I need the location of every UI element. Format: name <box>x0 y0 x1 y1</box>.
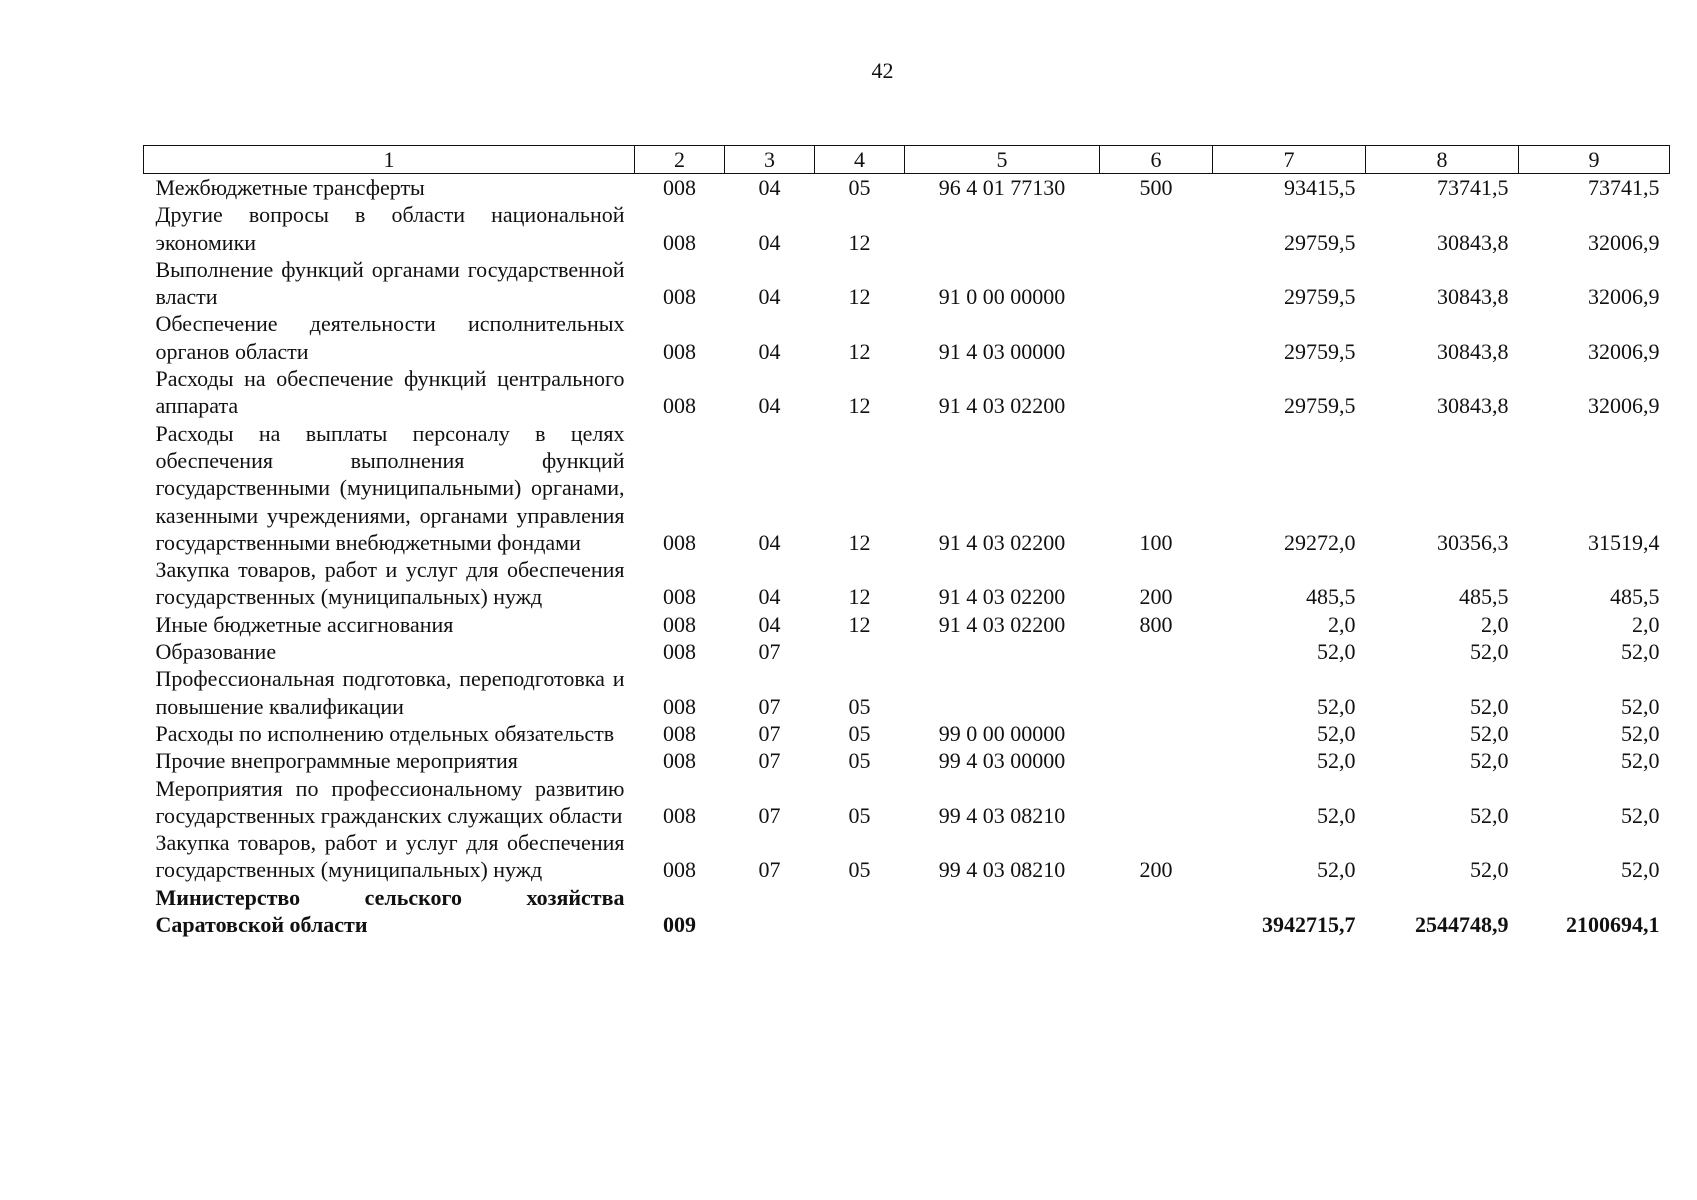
row-amount-year-1: 52,0 <box>1317 720 1356 746</box>
table-row <box>144 365 1670 420</box>
col-header-9: 9 <box>1519 146 1670 174</box>
table-row <box>144 665 1670 720</box>
row-subsection-code: 05 <box>848 802 871 828</box>
row-description <box>144 201 635 256</box>
row-target-article: 99 4 03 08210 <box>938 802 1066 828</box>
row-amount-year-3: 32006,9 <box>1588 284 1660 310</box>
row-ministry-code: 008 <box>663 693 696 719</box>
table-row <box>144 174 1670 202</box>
row-section-code: 04 <box>758 284 781 310</box>
row-expense-type <box>1100 720 1213 747</box>
col-header-2: 2 <box>635 146 725 174</box>
row-description <box>144 556 635 611</box>
row-expense-type: 800 <box>1139 611 1173 637</box>
row-amount-year-1: 29272,0 <box>1284 529 1356 555</box>
row-description <box>144 665 635 720</box>
header-row <box>144 146 1670 174</box>
budget-table-container <box>143 145 1669 938</box>
row-amount-year-2: 30843,8 <box>1437 393 1509 419</box>
row-description-text: Расходы на выплаты персоналу в целях обеспечения выполнения функций государственными (муниципальными) органами, казенными учреждениями, органами управления государственными внебюджетными фондами <box>155 420 625 555</box>
row-description <box>144 256 635 311</box>
row-amount-year-3: 52,0 <box>1621 693 1660 719</box>
row-description-text: Иные бюджетные ассигнования <box>155 611 454 637</box>
row-expense-type <box>1100 256 1213 311</box>
row-description <box>144 310 635 365</box>
row-amount-year-2: 52,0 <box>1470 857 1509 883</box>
row-amount-year-2: 30843,8 <box>1437 284 1509 310</box>
row-amount-year-1: 52,0 <box>1317 802 1356 828</box>
row-expense-type <box>1100 747 1213 774</box>
row-description <box>144 829 635 884</box>
row-amount-year-1: 52,0 <box>1317 857 1356 883</box>
row-expense-type: 200 <box>1139 584 1173 610</box>
row-description <box>144 884 635 939</box>
row-ministry-code: 008 <box>663 639 696 665</box>
col-header-1: 1 <box>144 146 635 174</box>
row-subsection-code <box>815 884 905 939</box>
row-description-text: Министерство сельского хозяйства Саратовской области <box>155 884 625 938</box>
row-amount-year-3: 32006,9 <box>1588 393 1660 419</box>
row-amount-year-2: 2,0 <box>1481 611 1509 637</box>
row-section-code: 04 <box>758 611 781 637</box>
row-subsection-code: 05 <box>848 748 871 774</box>
page-number: 42 <box>871 58 894 83</box>
row-section-code: 04 <box>758 393 781 419</box>
row-description <box>144 775 635 830</box>
row-section-code: 04 <box>758 529 781 555</box>
row-ministry-code: 008 <box>663 802 696 828</box>
row-expense-type: 200 <box>1139 857 1173 883</box>
row-amount-year-3: 32006,9 <box>1588 229 1660 255</box>
table-row <box>144 720 1670 747</box>
row-section-code: 04 <box>758 229 781 255</box>
row-amount-year-1: 485,5 <box>1306 584 1356 610</box>
row-ministry-code: 009 <box>663 912 696 938</box>
row-subsection-code: 05 <box>848 175 871 200</box>
row-description <box>144 638 635 665</box>
row-description-text: Другие вопросы в области национальной экономики <box>155 202 625 255</box>
row-amount-year-2: 485,5 <box>1459 584 1509 610</box>
row-description-text: Мероприятия по профессиональному развитию государственных гражданских служащих области <box>155 775 625 828</box>
row-ministry-code: 008 <box>663 720 696 746</box>
row-target-article: 91 4 03 02200 <box>938 529 1066 555</box>
col-header-7: 7 <box>1213 146 1366 174</box>
row-amount-year-1: 52,0 <box>1317 639 1356 665</box>
row-amount-year-1: 29759,5 <box>1284 284 1356 310</box>
table-row <box>144 310 1670 365</box>
row-subsection-code: 12 <box>848 611 871 637</box>
row-amount-year-3: 52,0 <box>1621 748 1660 774</box>
row-description <box>144 365 635 420</box>
row-expense-type <box>1100 365 1213 420</box>
row-expense-type <box>1100 665 1213 720</box>
row-target-article: 99 4 03 00000 <box>938 748 1066 774</box>
row-amount-year-1: 29759,5 <box>1284 338 1356 364</box>
row-target-article: 91 0 00 00000 <box>938 284 1066 310</box>
row-description-text: Образование <box>155 639 277 665</box>
row-subsection-code: 12 <box>848 229 871 255</box>
row-amount-year-1: 29759,5 <box>1284 229 1356 255</box>
row-amount-year-2: 52,0 <box>1470 748 1509 774</box>
row-target-article: 91 4 03 02200 <box>938 393 1066 419</box>
row-section-code: 07 <box>758 720 781 746</box>
row-ministry-code: 008 <box>663 229 696 255</box>
row-expense-type <box>1100 884 1213 939</box>
row-section-code: 04 <box>758 338 781 364</box>
row-amount-year-3: 52,0 <box>1621 857 1660 883</box>
row-target-article <box>905 201 1100 256</box>
col-header-3: 3 <box>725 146 815 174</box>
row-section-code: 07 <box>758 748 781 774</box>
row-expense-type: 500 <box>1139 175 1173 200</box>
row-amount-year-3: 52,0 <box>1621 720 1660 746</box>
row-section-code: 07 <box>758 857 781 883</box>
row-amount-year-2: 2544748,9 <box>1415 912 1509 938</box>
row-section-code: 04 <box>758 584 781 610</box>
row-amount-year-3: 52,0 <box>1621 639 1660 665</box>
row-amount-year-1: 29759,5 <box>1284 393 1356 419</box>
table-row <box>144 556 1670 611</box>
row-section-code: 07 <box>758 639 781 665</box>
col-header-6: 6 <box>1100 146 1213 174</box>
row-amount-year-2: 30843,8 <box>1437 229 1509 255</box>
row-description-text: Межбюджетные трансферты <box>155 175 425 200</box>
row-ministry-code: 008 <box>663 175 696 200</box>
row-amount-year-2: 52,0 <box>1470 802 1509 828</box>
row-ministry-code: 008 <box>663 284 696 310</box>
row-expense-type <box>1100 310 1213 365</box>
row-subsection-code: 05 <box>848 720 871 746</box>
row-expense-type: 100 <box>1139 529 1173 555</box>
row-ministry-code: 008 <box>663 529 696 555</box>
row-ministry-code: 008 <box>663 338 696 364</box>
row-amount-year-2: 52,0 <box>1470 639 1509 665</box>
row-amount-year-2: 30843,8 <box>1437 338 1509 364</box>
table-row <box>144 420 1670 556</box>
row-description <box>144 174 635 202</box>
row-ministry-code: 008 <box>663 393 696 419</box>
table-row <box>144 775 1670 830</box>
row-amount-year-2: 30356,3 <box>1437 529 1509 555</box>
row-description <box>144 747 635 774</box>
table-row <box>144 611 1670 638</box>
row-amount-year-3: 2,0 <box>1632 611 1660 637</box>
row-description <box>144 420 635 556</box>
row-subsection-code: 12 <box>848 338 871 364</box>
row-amount-year-3: 32006,9 <box>1588 338 1660 364</box>
row-subsection-code: 12 <box>848 584 871 610</box>
row-amount-year-2: 52,0 <box>1470 693 1509 719</box>
row-amount-year-3: 2100694,1 <box>1566 912 1660 938</box>
row-amount-year-1: 2,0 <box>1328 611 1356 637</box>
row-amount-year-3: 31519,4 <box>1588 529 1660 555</box>
row-amount-year-3: 52,0 <box>1621 802 1660 828</box>
row-target-article <box>905 884 1100 939</box>
table-row <box>144 884 1670 939</box>
row-subsection-code: 05 <box>848 693 871 719</box>
row-ministry-code: 008 <box>663 748 696 774</box>
row-target-article: 91 4 03 02200 <box>938 611 1066 637</box>
row-subsection-code: 05 <box>848 857 871 883</box>
table-row <box>144 201 1670 256</box>
row-ministry-code: 008 <box>663 584 696 610</box>
budget-table <box>143 145 1670 938</box>
row-amount-year-1: 52,0 <box>1317 748 1356 774</box>
row-amount-year-3: 485,5 <box>1610 584 1660 610</box>
row-description <box>144 720 635 747</box>
row-description-text: Прочие внепрограммные мероприятия <box>155 748 518 774</box>
row-target-article: 96 4 01 77130 <box>938 175 1066 200</box>
row-section-code: 04 <box>758 175 781 200</box>
row-ministry-code: 008 <box>663 611 696 637</box>
row-ministry-code: 008 <box>663 857 696 883</box>
row-subsection-code <box>815 638 905 665</box>
row-target-article <box>905 638 1100 665</box>
table-row <box>144 829 1670 884</box>
row-section-code <box>725 884 815 939</box>
table-row <box>144 747 1670 774</box>
row-target-article: 91 4 03 00000 <box>938 338 1066 364</box>
row-amount-year-2: 52,0 <box>1470 720 1509 746</box>
table-row <box>144 638 1670 665</box>
row-amount-year-1: 3942715,7 <box>1262 912 1356 938</box>
row-subsection-code: 12 <box>848 393 871 419</box>
row-subsection-code: 12 <box>848 529 871 555</box>
row-description-text: Расходы по исполнению отдельных обязательств <box>155 720 615 746</box>
row-description-text: Профессиональная подготовка, переподготовка и повышение квалификации <box>155 666 625 719</box>
col-header-5: 5 <box>905 146 1100 174</box>
row-description <box>144 611 635 638</box>
row-amount-year-1: 52,0 <box>1317 693 1356 719</box>
col-header-8: 8 <box>1366 146 1519 174</box>
row-amount-year-3: 73741,5 <box>1588 175 1660 200</box>
row-target-article <box>905 665 1100 720</box>
table-body <box>144 174 1670 939</box>
row-section-code: 07 <box>758 693 781 719</box>
row-target-article: 99 0 00 00000 <box>938 720 1066 746</box>
row-description-text: Выполнение функций органами государственной власти <box>155 256 625 310</box>
row-expense-type <box>1100 638 1213 665</box>
row-description-text: Закупка товаров, работ и услуг для обеспечения государственных (муниципальных) нужд <box>155 557 625 610</box>
row-amount-year-2: 73741,5 <box>1437 175 1509 200</box>
row-subsection-code: 12 <box>848 284 871 310</box>
row-target-article: 99 4 03 08210 <box>938 857 1066 883</box>
row-description-text: Обеспечение деятельности исполнительных органов области <box>155 311 625 364</box>
row-amount-year-1: 93415,5 <box>1284 175 1356 200</box>
row-target-article: 91 4 03 02200 <box>938 584 1066 610</box>
row-description-text: Расходы на обеспечение функций центрального аппарата <box>155 366 625 419</box>
row-description-text: Закупка товаров, работ и услуг для обеспечения государственных (муниципальных) нужд <box>155 830 625 883</box>
row-expense-type <box>1100 775 1213 830</box>
table-row <box>144 256 1670 311</box>
row-expense-type <box>1100 201 1213 256</box>
row-section-code: 07 <box>758 802 781 828</box>
col-header-4: 4 <box>815 146 905 174</box>
